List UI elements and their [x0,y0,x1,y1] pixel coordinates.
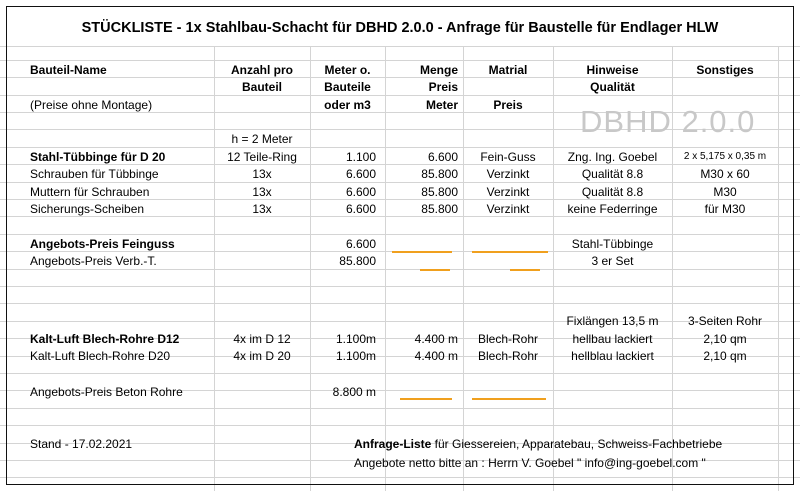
header-preis-material: Preis [493,98,523,112]
offer-hinweis: Stahl-Tübbinge [571,237,654,251]
row-hinweis: Qualität 8.8 [581,185,644,199]
gridline [0,477,800,478]
header-hinweise: Hinweise [586,63,639,77]
header-preise-ohne-montage: (Preise ohne Montage) [30,98,153,112]
header-sonstiges: Sonstiges [696,63,754,77]
row-menge: 85.800 [421,185,458,199]
header-oder-m3: oder m3 [324,98,371,112]
header-meter-unit: Meter [425,98,458,112]
row-hinweis: Qualität 8.8 [581,167,644,181]
price-blank-line [472,251,548,253]
row-meter: 6.600 [345,202,376,216]
row-hinweis: keine Federringe [567,202,658,216]
pipe-row-material: Blech-Rohr [477,332,539,346]
pipe-row-name: Kalt-Luft Blech-Rohre D12 [30,332,180,346]
row-hinweis: Zng. Ing. Goebel [567,150,658,164]
note-height: h = 2 Meter [231,132,293,146]
gridline [0,46,800,47]
header-qualitaet: Qualität [590,80,635,94]
offer-beton-name: Angebots-Preis Beton Rohre [30,385,183,399]
row-sonstiges: für M30 [704,202,746,216]
row-qty: 12 Teile-Ring [227,150,297,164]
price-blank-line [472,398,546,400]
header-bauteil-name: Bauteil-Name [30,63,107,77]
row-qty: 13x [252,185,272,199]
price-blank-line [510,269,540,271]
gridline [0,373,800,374]
price-blank-line [400,398,452,400]
row-qty: 13x [252,202,272,216]
header-meter: Meter o. [324,63,371,77]
row-material: Fein-Guss [480,150,536,164]
header-material: Matrial [488,63,528,77]
row-meter: 6.600 [345,185,376,199]
price-blank-line [392,251,452,253]
gridline [0,425,800,426]
pipe-row-sonstiges: 2,10 qm [703,349,747,363]
row-menge: 6.600 [427,150,458,164]
watermark-text: DBHD 2.0.0 [580,104,756,139]
offer-hinweis: 3 er Set [591,254,634,268]
footer-request-text: für Giessereien, Apparatebau, Schweiss-Fachbetriebe [431,437,723,451]
pipe-row-sonstiges: 2,10 qm [703,332,747,346]
row-sonstiges: M30 [713,185,737,199]
row-menge: 85.800 [421,167,458,181]
row-sonstiges: M30 x 60 [700,167,750,181]
pipe-row-name: Kalt-Luft Blech-Rohre D20 [30,349,171,363]
row-name: Schrauben für Tübbinge [30,167,159,181]
pipe-row-menge: 4.400 m [414,349,458,363]
footer-stand: Stand - 17.02.2021 [30,437,133,451]
gridline [0,408,800,409]
header-bauteile: Bauteile [324,80,371,94]
offer-name: Angebots-Preis Feinguss [30,237,175,251]
gridline [0,286,800,287]
row-sonstiges: 2 x 5,175 x 0,35 m [683,151,767,162]
footer-request-label: Anfrage-Liste [354,437,432,451]
row-name: Muttern für Schrauben [30,185,150,199]
offer-name: Angebots-Preis Verb.-T. [30,254,157,268]
pipe-row-meter: 1.100m [335,349,376,363]
offer-beton-meter: 8.800 m [332,385,376,399]
header-bauteil: Bauteil [241,80,282,94]
pipe-row-material: Blech-Rohr [477,349,539,363]
note-rohr: 3-Seiten Rohr [687,314,763,328]
pipe-row-hinweis: hellblau lackiert [571,349,654,363]
offer-meter: 6.600 [345,237,376,251]
row-meter: 6.600 [345,167,376,181]
offer-meter: 85.800 [339,254,376,268]
header-menge: Menge [419,63,458,77]
footer-contact: Angebote netto bitte an : Herrn V. Goebel " info@ing-goebel.com " [354,456,706,470]
header-anzahl: Anzahl pro [231,63,293,77]
pipe-row-hinweis: hellbau lackiert [572,332,653,346]
price-blank-line [420,269,450,271]
pipe-row-meter: 1.100m [335,332,376,346]
note-fixlaengen: Fixlängen 13,5 m [566,314,659,328]
row-material: Verzinkt [486,167,530,181]
row-material: Verzinkt [486,185,530,199]
row-menge: 85.800 [421,202,458,216]
row-name: Stahl-Tübbinge für D 20 [30,150,166,164]
row-meter: 1.100 [345,150,376,164]
gridline [0,303,800,304]
header-preis: Preis [428,80,458,94]
row-qty: 13x [252,167,272,181]
page-title: STÜCKLISTE - 1x Stahlbau-Schacht für DBHD 2.0.0 - Anfrage für Baustelle für Endlager HLW [81,20,719,36]
pipe-row-qty: 4x im D 12 [233,332,291,346]
row-material: Verzinkt [486,202,530,216]
pipe-row-menge: 4.400 m [414,332,458,346]
row-name: Sicherungs-Scheiben [30,202,145,216]
pipe-row-qty: 4x im D 20 [233,349,291,363]
footer-request-line [354,435,722,453]
